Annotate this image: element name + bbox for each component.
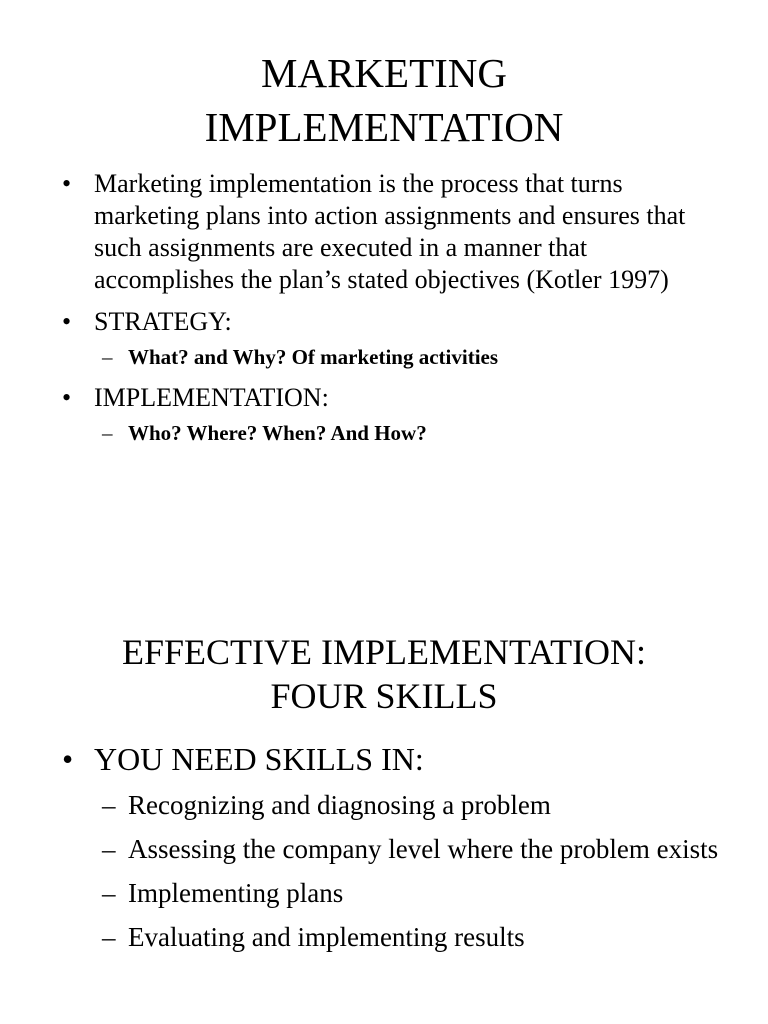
sub-bullet-text: Assessing the company level where the problem exists xyxy=(128,834,719,864)
bullet-text: YOU NEED SKILLS IN: xyxy=(94,741,424,777)
bullet-text: IMPLEMENTATION: xyxy=(94,383,329,412)
title-line-2: FOUR SKILLS xyxy=(270,676,498,716)
dash-icon: – xyxy=(102,421,113,445)
sub-bullet-list xyxy=(94,342,728,372)
sub-bullet-text: Recognizing and diagnosing a problem xyxy=(128,790,551,820)
sub-bullet-item xyxy=(94,788,728,822)
title-line-2: IMPLEMENTATION xyxy=(204,104,564,150)
dash-icon: – xyxy=(102,834,116,864)
sub-bullet-item xyxy=(94,920,728,954)
title-line-1: EFFECTIVE IMPLEMENTATION: xyxy=(121,632,647,672)
slide-title xyxy=(0,0,768,154)
sub-bullet-text: Evaluating and implementing results xyxy=(128,922,525,952)
dash-icon: – xyxy=(102,790,116,820)
sub-bullet-text: Who? Where? When? And How? xyxy=(128,421,427,445)
bullet-item-strategy xyxy=(0,306,768,372)
slide-effective-implementation xyxy=(0,512,768,1024)
bullet-icon: • xyxy=(62,741,74,777)
sub-bullet-text: Implementing plans xyxy=(128,878,344,908)
sub-bullet-text: What? and Why? Of marketing activities xyxy=(128,345,499,369)
sub-bullet-list xyxy=(94,788,728,954)
sub-bullet-item xyxy=(94,418,728,448)
sub-bullet-item xyxy=(94,876,728,910)
bullet-text: STRATEGY: xyxy=(94,307,232,336)
dash-icon: – xyxy=(102,922,116,952)
bullet-list xyxy=(0,740,768,954)
bullet-item-skills xyxy=(0,740,768,954)
slide-title xyxy=(0,512,768,718)
dash-icon: – xyxy=(102,878,116,908)
bullet-icon: • xyxy=(62,307,72,336)
dash-icon: – xyxy=(102,345,113,369)
bullet-item-implementation xyxy=(0,382,768,448)
sub-bullet-item xyxy=(94,832,728,866)
bullet-item-definition xyxy=(0,168,768,296)
bullet-icon: • xyxy=(62,383,72,412)
bullet-text: Marketing implementation is the process that turns marketing plans into action assignments and ensures that such assignments are executed in a manner that accomplishes the plan’s stated objectives (Kotler 1997) xyxy=(94,169,686,294)
title-line-1: MARKETING xyxy=(261,50,507,96)
bullet-icon: • xyxy=(62,169,72,198)
bullet-list xyxy=(0,168,768,448)
sub-bullet-item xyxy=(94,342,728,372)
sub-bullet-list xyxy=(94,418,728,448)
